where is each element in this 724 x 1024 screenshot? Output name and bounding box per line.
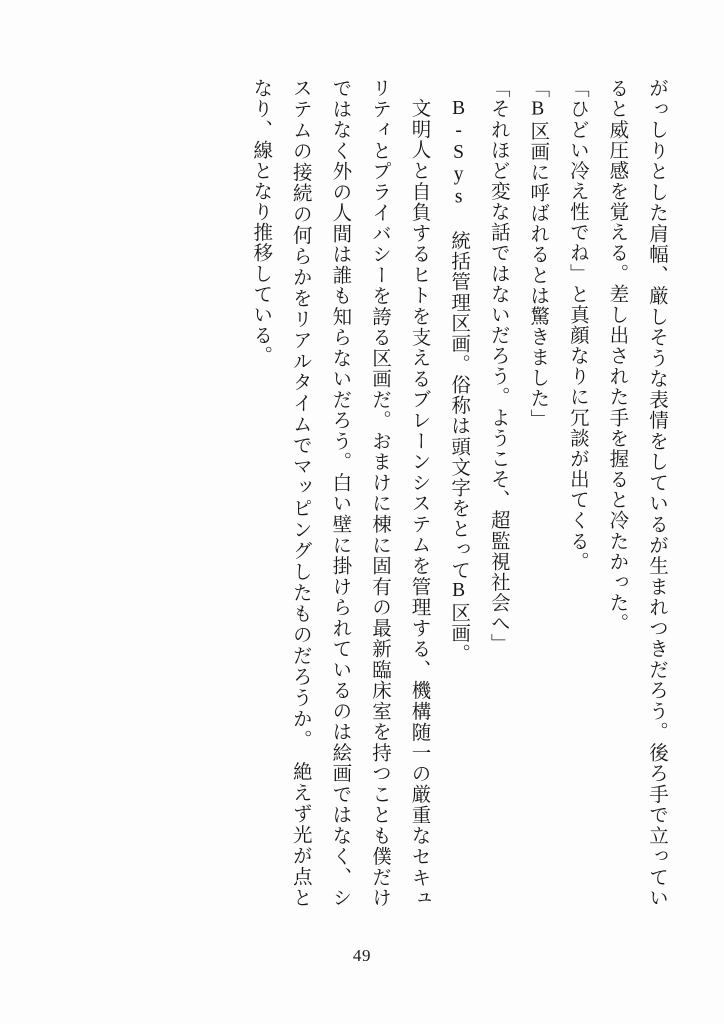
paragraph-3: 「B区画に呼ばれるとは驚きました」 [527,78,549,430]
paragraph-5: B-Sys 統括管理区画。俗称は頭文字をとってB区画。 [448,97,470,664]
paragraph-2: 「ひどい冷え性でね」と真顔なりに冗談が出てくる。 [566,78,588,572]
paragraph-6: 文明人と自負するヒトを支えるブレーンシステムを管理する、機構随一の厳重なセキュリティとプライバシーを誇る区画だ。おまけに棟に固有の最新臨床室を持つことも僕だけではなく外の人間は誰も知らないだろう。白い壁に掛けられているのは絵画ではなく、システムの接続の何らかをリアルタイムでマッピングしたものだろうか。 絶えず光が点となり、線となり推移している。 [250,78,430,908]
page-number: 49 [352,946,372,965]
vertical-text-body [118,78,676,908]
paragraph-4: 「それほど変な話ではないだろう。ようこそ、超監視社会へ」 [487,78,509,655]
paragraph-1: がっしりとした肩幅、厳しそうな表情をしているが生まれつきだろう。後ろ手で立っていると威圧感を覚える。差し出された手を握ると冷たかった。 [606,78,667,908]
